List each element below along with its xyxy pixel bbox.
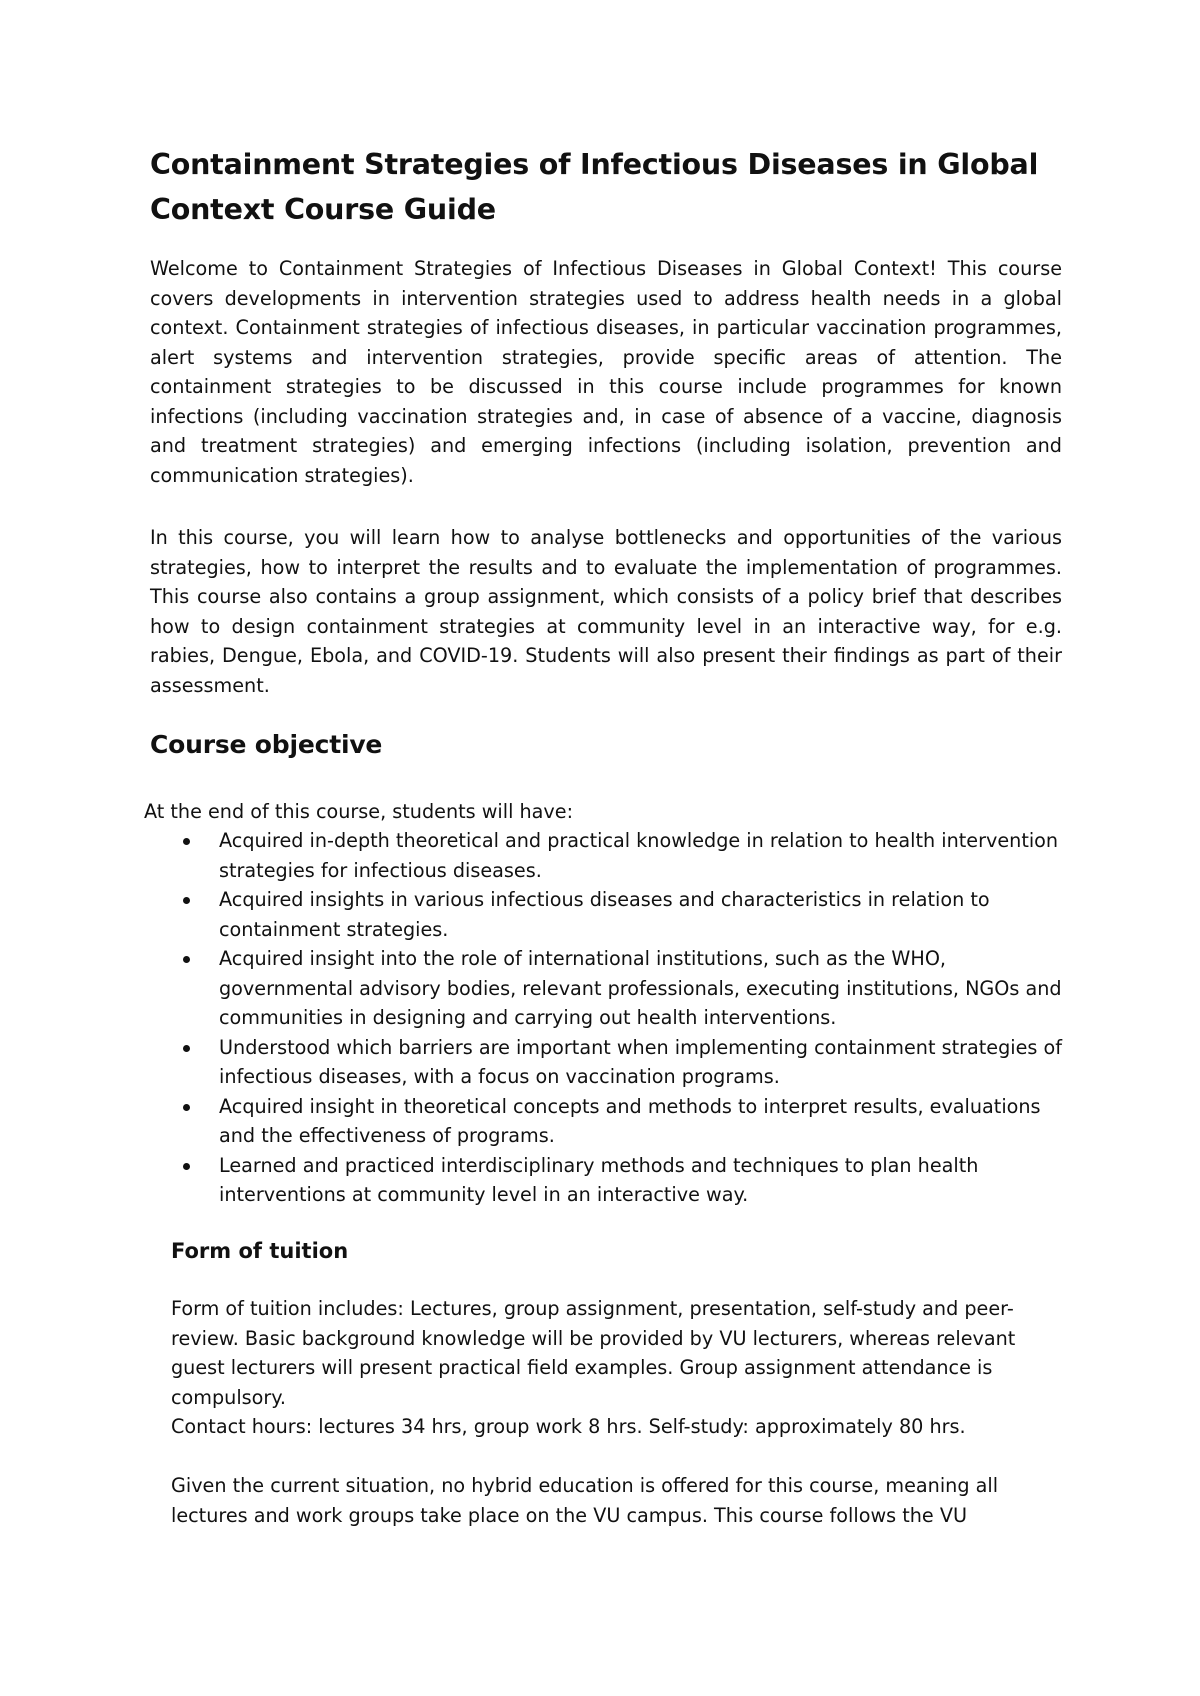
bullet-icon — [183, 838, 190, 845]
intro-paragraph-learning: In this course, you will learn how to analyse bottlenecks and opportunities of the various strategies, how to interpret the results and to evaluate the implementation of programmes. This course also contains a group assignment, which consists of a policy brief that describes how to design containment strategies at community level in an interactive way, for e.g. rabies, Dengue, Ebola, and COVID-19. Students will also present their findings as part of their assessment. — [150, 526, 1062, 697]
objective-item-text: Acquired in-depth theoretical and practical knowledge in relation to health intervention strategies for infectious diseases. — [219, 829, 1059, 882]
objective-item — [171, 885, 1071, 944]
bullet-icon — [183, 1163, 190, 1170]
tuition-paragraph: Form of tuition includes: Lectures, group assignment, presentation, self-study and peer-review. Basic background knowledge will be provided by VU lecturers, whereas relevant guest lecturers will present practical field examples. Group assignment attendance is compulsory. — [171, 1297, 1016, 1409]
intro-paragraph-welcome: Welcome to Containment Strategies of Infectious Diseases in Global Context! This course covers developments in intervention strategies used to address health needs in a global context. Containment strategies of infectious diseases, in particular vaccination programmes, alert systems and intervention strategies, provide specific areas of attention. The containment strategies to be discussed in this course include programmes for known infections (including vaccination strategies and, in case of absence of a vaccine, diagnosis and treatment strategies) and emerging infections (including isolation, prevention and communication strategies). — [150, 257, 1062, 487]
hybrid-education-paragraph: Given the current situation, no hybrid education is offered for this course, meaning all lectures and work groups take place on the VU campus. This course follows the VU — [171, 1474, 999, 1527]
objective-item — [171, 1033, 1071, 1092]
objective-item-text: Understood which barriers are important when implementing containment strategies of infectious diseases, with a focus on vaccination programs. — [219, 1035, 1062, 1088]
bullet-icon — [183, 1104, 190, 1111]
objective-item-text: Learned and practiced interdisciplinary methods and techniques to plan health interventions at community level in an interactive way. — [219, 1153, 979, 1206]
contact-hours-text: Contact hours: lectures 34 hrs, group work 8 hrs. Self-study: approximately 80 hrs. — [171, 1415, 966, 1438]
objective-item-text: Acquired insights in various infectious diseases and characteristics in relation to containment strategies. — [219, 888, 990, 941]
bullet-icon — [183, 956, 190, 963]
objective-item — [171, 944, 1071, 1033]
bullet-icon — [183, 897, 190, 904]
objective-item-text: Acquired insight into the role of international institutions, such as the WHO, governmental advisory bodies, relevant professionals, executing institutions, NGOs and communities in designing and carrying out health interventions. — [219, 947, 1062, 1029]
objective-item-text: Acquired insight in theoretical concepts and methods to interpret results, evaluations and the effectiveness of programs. — [219, 1094, 1041, 1147]
document-title: Containment Strategies of Infectious Diseases in Global Context Course Guide — [150, 148, 1039, 226]
objective-item — [171, 826, 1071, 885]
course-objective-lead: At the end of this course, students will have: — [144, 800, 574, 823]
course-objective-heading: Course objective — [150, 730, 383, 759]
course-objective-list — [171, 826, 1071, 1210]
form-of-tuition-heading: Form of tuition — [171, 1239, 349, 1263]
bullet-icon — [183, 1045, 190, 1052]
objective-item — [171, 1092, 1071, 1151]
objective-item — [171, 1151, 1071, 1210]
